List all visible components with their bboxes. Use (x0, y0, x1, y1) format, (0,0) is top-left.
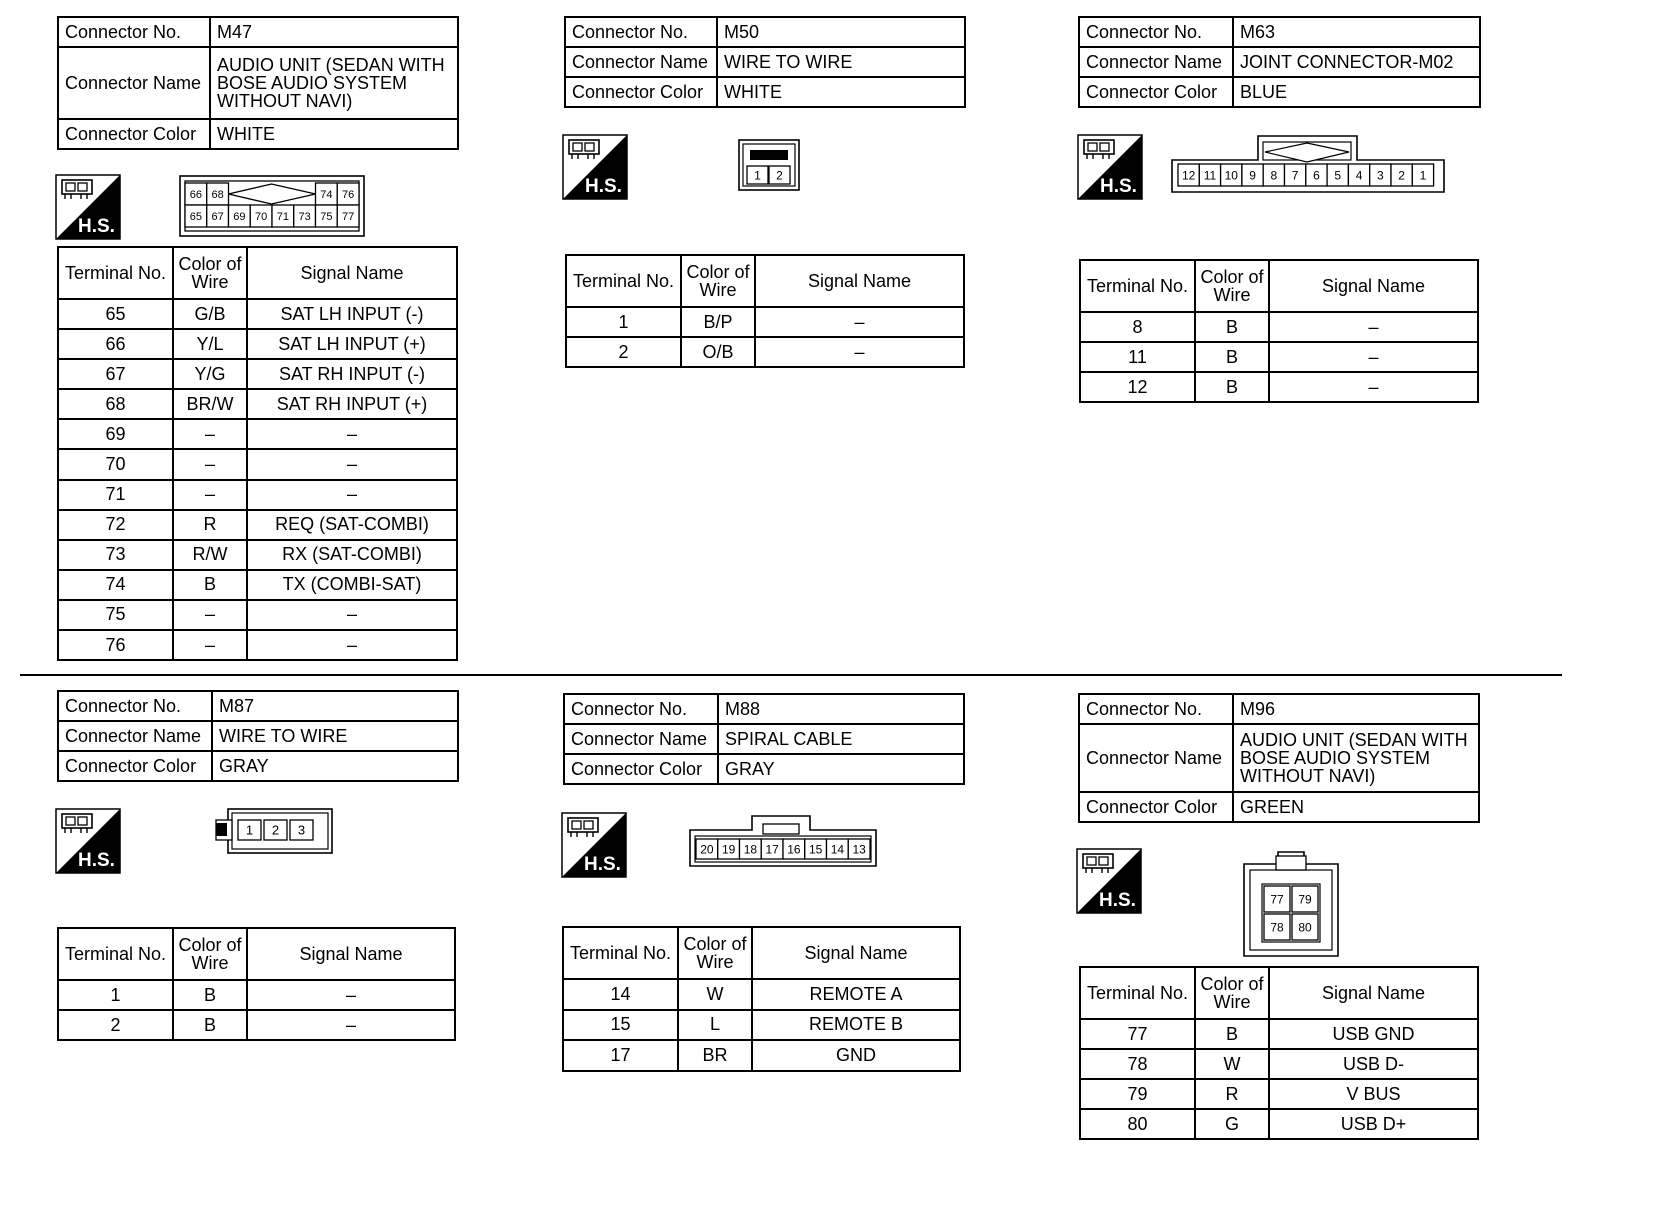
connector-number: M87 (212, 691, 458, 721)
info-label: Connector No. (565, 17, 717, 47)
connector-name (1233, 724, 1479, 792)
pin-number: 16 (787, 842, 801, 857)
terminal-no-header: Terminal No. (566, 255, 681, 307)
wire-color-header-line: Wire (1213, 285, 1251, 305)
connector-info-row (564, 724, 964, 754)
signal-name-header: Signal Name (752, 927, 960, 979)
pin-number: 67 (211, 210, 224, 223)
terminal-row (58, 359, 457, 389)
pin-number: 15 (808, 842, 823, 857)
terminal-row (58, 299, 457, 329)
wire-color-header-line: Wire (191, 953, 229, 973)
terminal-number: 73 (58, 540, 173, 570)
connector-name-line: BOSE AUDIO SYSTEM (217, 73, 408, 93)
terminal-number: 1 (58, 980, 173, 1010)
pin-number: 77 (1270, 892, 1284, 907)
connector-info-table (1078, 693, 1480, 823)
terminal-row (1080, 1049, 1478, 1079)
wire-color: B/P (681, 307, 755, 337)
wire-color: B (1195, 312, 1269, 342)
terminal-number: 65 (58, 299, 173, 329)
signal-name: RX (SAT-COMBI) (247, 540, 457, 570)
pin-number: 3 (297, 822, 306, 838)
connector-info-row (564, 754, 964, 784)
terminal-row (1080, 372, 1478, 402)
terminal-no-header: Terminal No. (1080, 260, 1195, 312)
pin-number: 5 (1334, 168, 1342, 183)
signal-name: USB D- (1269, 1049, 1478, 1079)
pin-number: 1 (754, 168, 761, 183)
hs-label: H.S. (585, 176, 622, 197)
wire-color-header-line: Wire (699, 280, 737, 300)
connector-info-table (57, 690, 459, 782)
signal-name: – (247, 980, 455, 1010)
pin-number: 74 (320, 188, 333, 201)
hs-label: H.S. (78, 216, 115, 237)
wire-color: BR/W (173, 389, 247, 419)
terminal-table (1079, 259, 1479, 403)
wire-color: Y/G (173, 359, 247, 389)
info-label: Connector Name (58, 721, 212, 751)
pin-number: 73 (298, 210, 311, 223)
terminal-row (58, 389, 457, 419)
pin-number: 70 (255, 210, 268, 223)
signal-name: REQ (SAT-COMBI) (247, 510, 457, 540)
terminal-number: 15 (563, 1010, 678, 1041)
info-label: Connector Name (564, 724, 718, 754)
signal-name: – (755, 307, 964, 337)
connector-info-row (1079, 694, 1479, 724)
terminal-no-header: Terminal No. (58, 247, 173, 299)
pin-number: 1 (1419, 168, 1427, 183)
connector-m63-face (1170, 134, 1446, 196)
connector-number: M63 (1233, 17, 1480, 47)
terminal-number: 78 (1080, 1049, 1195, 1079)
pin-number: 3 (1377, 168, 1384, 183)
pin-number: 7 (1291, 168, 1299, 183)
wire-color: B (1195, 372, 1269, 402)
terminal-number: 79 (1080, 1079, 1195, 1109)
terminal-row (566, 337, 964, 367)
wire-color: W (1195, 1049, 1269, 1079)
wire-color-header-line: Wire (1213, 992, 1251, 1012)
connector-number: M47 (210, 17, 458, 47)
pin-number: 69 (233, 210, 246, 223)
info-label: Connector No. (1079, 17, 1233, 47)
pin-number: 77 (342, 210, 355, 223)
terminal-no-header: Terminal No. (1080, 967, 1195, 1019)
wire-color: B (1195, 1019, 1269, 1049)
info-label: Connector Name (1079, 47, 1233, 77)
terminal-number: 17 (563, 1040, 678, 1071)
terminal-row (58, 329, 457, 359)
pin-number: 1 (245, 822, 254, 838)
terminal-table-header (566, 255, 964, 307)
hs-label: H.S. (1099, 890, 1136, 911)
harness-side-icon (562, 134, 628, 200)
connector-info-row (58, 47, 458, 119)
connector-color: GRAY (718, 754, 964, 784)
section-divider (20, 674, 1562, 676)
pin-number: 9 (1249, 168, 1256, 183)
connector-number: M88 (718, 694, 964, 724)
terminal-number: 70 (58, 449, 173, 479)
connector-info-row (1079, 724, 1479, 792)
wire-color-header-line: Color of (178, 254, 242, 274)
connector-name-line: WITHOUT NAVI) (1240, 766, 1376, 786)
terminal-row (58, 419, 457, 449)
wire-color-header-line: Color of (686, 262, 750, 282)
info-label: Connector No. (564, 694, 718, 724)
terminal-row (1080, 1079, 1478, 1109)
pin-number: 20 (700, 842, 714, 857)
terminal-row (1080, 312, 1478, 342)
terminal-row (566, 307, 964, 337)
signal-name: – (247, 449, 457, 479)
connector-m88-face (688, 814, 878, 869)
terminal-table (1079, 966, 1479, 1140)
connector-color: WHITE (717, 77, 965, 107)
terminal-row (1080, 342, 1478, 372)
terminal-table (565, 254, 965, 368)
connector-name (212, 721, 458, 751)
harness-side-icon (1076, 848, 1142, 914)
connector-number: M50 (717, 17, 965, 47)
pin-number: 80 (1298, 920, 1312, 935)
terminal-number: 80 (1080, 1109, 1195, 1139)
pin-number: 6 (1313, 168, 1320, 183)
terminal-row (563, 979, 960, 1010)
terminal-number: 72 (58, 510, 173, 540)
connector-info-table (1078, 16, 1481, 108)
connector-info-row (564, 694, 964, 724)
connector-name-line: SPIRAL CABLE (725, 729, 853, 749)
terminal-number: 12 (1080, 372, 1195, 402)
connector-info-row (1079, 792, 1479, 822)
info-label: Connector Color (565, 77, 717, 107)
wire-color: R/W (173, 540, 247, 570)
wire-color-header-line: Color of (178, 935, 242, 955)
wire-color-header-line: Color of (1200, 974, 1264, 994)
signal-name: – (1269, 372, 1478, 402)
wire-color: – (173, 600, 247, 630)
signal-name: V BUS (1269, 1079, 1478, 1109)
terminal-row (58, 480, 457, 510)
pin-number: 11 (1203, 168, 1217, 183)
terminal-row (58, 1010, 455, 1040)
signal-name: – (247, 419, 457, 449)
info-label: Connector No. (58, 17, 210, 47)
connector-info-row (58, 691, 458, 721)
wire-color-header-line: Color of (1200, 267, 1264, 287)
signal-name: GND (752, 1040, 960, 1071)
pin-number: 78 (1270, 920, 1284, 935)
signal-name-header: Signal Name (247, 247, 457, 299)
hs-label: H.S. (1100, 176, 1137, 197)
wire-color: W (678, 979, 752, 1010)
connector-name-line: WIRE TO WIRE (219, 726, 348, 746)
terminal-row (58, 980, 455, 1010)
info-label: Connector Name (565, 47, 717, 77)
terminal-row (58, 600, 457, 630)
wire-color-header-line: Color of (683, 934, 747, 954)
terminal-table-header (58, 928, 455, 980)
wire-color: R (1195, 1079, 1269, 1109)
terminal-table (57, 246, 458, 661)
wire-color-header-line: Wire (191, 272, 229, 292)
terminal-table (57, 927, 456, 1041)
terminal-row (1080, 1109, 1478, 1139)
connector-info-row (58, 721, 458, 751)
terminal-number: 2 (566, 337, 681, 367)
connector-info-row (58, 17, 458, 47)
connector-color: GREEN (1233, 792, 1479, 822)
terminal-row (58, 449, 457, 479)
connector-m87-face (208, 808, 334, 854)
pin-number: 76 (342, 188, 355, 201)
pin-number: 2 (1398, 168, 1405, 183)
pin-number: 18 (743, 842, 758, 857)
pin-number: 4 (1355, 168, 1363, 183)
terminal-row (58, 510, 457, 540)
pin-number: 79 (1298, 892, 1312, 907)
connector-name-line: JOINT CONNECTOR-M02 (1240, 52, 1454, 72)
signal-name: SAT RH INPUT (+) (247, 389, 457, 419)
lock-tab (750, 150, 788, 160)
terminal-number: 69 (58, 419, 173, 449)
connector-m50-face (738, 139, 800, 191)
connector-info-row (1079, 17, 1480, 47)
connector-info-row (1079, 77, 1480, 107)
signal-name-header: Signal Name (755, 255, 964, 307)
info-label: Connector Color (1079, 792, 1233, 822)
signal-name-header: Signal Name (1269, 967, 1478, 1019)
pin-number: 12 (1181, 168, 1196, 183)
wire-color-header-line: Wire (696, 952, 734, 972)
wire-color-header (173, 928, 247, 980)
connector-name (717, 47, 965, 77)
wire-color: L (678, 1010, 752, 1041)
terminal-table-header (1080, 967, 1478, 1019)
lock-tab (1276, 856, 1306, 870)
pin-number: 8 (1270, 168, 1278, 183)
signal-name: SAT RH INPUT (-) (247, 359, 457, 389)
wire-color: – (173, 630, 247, 660)
terminal-number: 1 (566, 307, 681, 337)
pin-number: 2 (776, 168, 783, 183)
wire-color-header (173, 247, 247, 299)
harness-side-icon (561, 812, 627, 878)
connector-info-table (563, 693, 965, 785)
connector-name (210, 47, 458, 119)
terminal-row (563, 1010, 960, 1041)
terminal-number: 71 (58, 480, 173, 510)
info-label: Connector Name (58, 47, 210, 119)
signal-name: – (247, 630, 457, 660)
terminal-number: 75 (58, 600, 173, 630)
info-label: Connector Color (58, 751, 212, 781)
connector-name-line: WITHOUT NAVI) (217, 91, 353, 111)
connector-name (1233, 47, 1480, 77)
terminal-table (562, 926, 961, 1072)
connector-info-row (565, 17, 965, 47)
connector-info-row (58, 119, 458, 149)
signal-name: REMOTE B (752, 1010, 960, 1041)
lock-tab (216, 823, 227, 836)
lock-tab (763, 824, 799, 834)
pin-number: 13 (852, 842, 866, 857)
signal-name: USB GND (1269, 1019, 1478, 1049)
signal-name: TX (COMBI-SAT) (247, 570, 457, 600)
connector-info-row (565, 47, 965, 77)
wire-color: B (1195, 342, 1269, 372)
pin-number: 17 (765, 842, 779, 857)
signal-name: SAT LH INPUT (+) (247, 329, 457, 359)
info-label: Connector No. (1079, 694, 1233, 724)
wire-color: – (173, 419, 247, 449)
terminal-number: 11 (1080, 342, 1195, 372)
wire-color: G (1195, 1109, 1269, 1139)
connector-info-table (57, 16, 459, 150)
terminal-number: 74 (58, 570, 173, 600)
pin-number: 75 (320, 210, 333, 223)
wire-color: R (173, 510, 247, 540)
signal-name: – (247, 480, 457, 510)
connector-name-line: BOSE AUDIO SYSTEM (1240, 748, 1431, 768)
wire-color: BR (678, 1040, 752, 1071)
signal-name: – (755, 337, 964, 367)
wire-color: B (173, 980, 247, 1010)
terminal-number: 68 (58, 389, 173, 419)
signal-name: – (1269, 312, 1478, 342)
info-label: Connector Name (1079, 724, 1233, 792)
terminal-no-header: Terminal No. (58, 928, 173, 980)
connector-color: WHITE (210, 119, 458, 149)
terminal-table-header (1080, 260, 1478, 312)
harness-side-icon (55, 808, 121, 874)
info-label: Connector Color (58, 119, 210, 149)
terminal-number: 2 (58, 1010, 173, 1040)
terminal-no-header: Terminal No. (563, 927, 678, 979)
connector-info-row (1079, 47, 1480, 77)
terminal-table-header (563, 927, 960, 979)
terminal-number: 76 (58, 630, 173, 660)
connector-name-line: AUDIO UNIT (SEDAN WITH (217, 55, 445, 75)
wire-color-header (681, 255, 755, 307)
signal-name: – (247, 600, 457, 630)
pin-number: 2 (271, 822, 280, 838)
wire-color: O/B (681, 337, 755, 367)
terminal-row (58, 540, 457, 570)
hs-label: H.S. (584, 854, 621, 875)
connector-m47-face (179, 175, 365, 237)
signal-name: REMOTE A (752, 979, 960, 1010)
pin-number: 19 (721, 842, 736, 857)
connector-name (718, 724, 964, 754)
wire-color: – (173, 449, 247, 479)
pin-number: 71 (276, 210, 289, 223)
connector-info-row (565, 77, 965, 107)
connector-number: M96 (1233, 694, 1479, 724)
signal-name: SAT LH INPUT (-) (247, 299, 457, 329)
terminal-number: 14 (563, 979, 678, 1010)
signal-name: – (1269, 342, 1478, 372)
terminal-row (58, 630, 457, 660)
pin-number: 66 (189, 188, 202, 201)
terminal-number: 8 (1080, 312, 1195, 342)
wire-color-header (1195, 967, 1269, 1019)
wire-color-header (1195, 260, 1269, 312)
connector-info-table (564, 16, 966, 108)
connector-name-line: AUDIO UNIT (SEDAN WITH (1240, 730, 1468, 750)
connector-color: GRAY (212, 751, 458, 781)
pin-number: 14 (830, 842, 845, 857)
signal-name: – (247, 1010, 455, 1040)
wire-color: G/B (173, 299, 247, 329)
terminal-row (563, 1040, 960, 1071)
hs-label: H.S. (78, 850, 115, 871)
terminal-number: 66 (58, 329, 173, 359)
terminal-number: 67 (58, 359, 173, 389)
connector-info-row (58, 751, 458, 781)
signal-name-header: Signal Name (247, 928, 455, 980)
terminal-number: 77 (1080, 1019, 1195, 1049)
connector-m96-face (1242, 850, 1340, 958)
signal-name-header: Signal Name (1269, 260, 1478, 312)
terminal-table-header (58, 247, 457, 299)
harness-side-icon (55, 174, 121, 240)
wire-color-header (678, 927, 752, 979)
connector-name-line: WIRE TO WIRE (724, 52, 853, 72)
connector-color: BLUE (1233, 77, 1480, 107)
pin-number: 65 (189, 210, 202, 223)
terminal-row (1080, 1019, 1478, 1049)
info-label: Connector Color (1079, 77, 1233, 107)
info-label: Connector No. (58, 691, 212, 721)
wire-color: Y/L (173, 329, 247, 359)
wire-color: B (173, 1010, 247, 1040)
info-label: Connector Color (564, 754, 718, 784)
wire-color: B (173, 570, 247, 600)
pin-number: 10 (1224, 168, 1238, 183)
terminal-row (58, 570, 457, 600)
wire-color: – (173, 480, 247, 510)
harness-side-icon (1077, 134, 1143, 200)
pin-number: 68 (211, 188, 224, 201)
signal-name: USB D+ (1269, 1109, 1478, 1139)
